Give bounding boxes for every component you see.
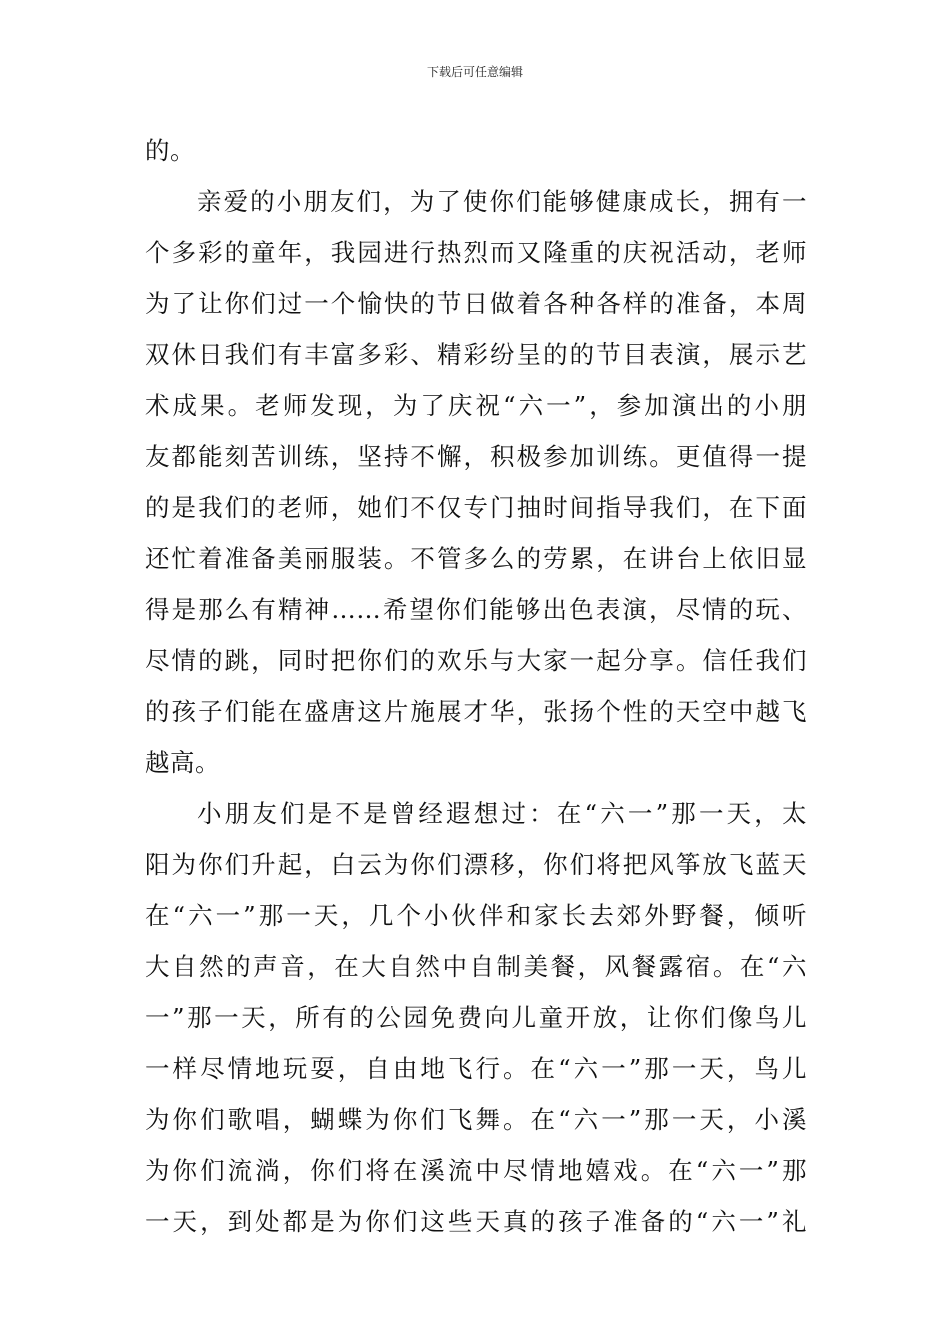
text-line: 尽情的跳，同时把你们的欢乐与大家一起分享。信任我们 [145, 646, 807, 675]
text-line: 一”那一天，所有的公园免费向儿童开放，让你们像鸟儿 [145, 1003, 807, 1032]
text-line: 友都能刻苦训练，坚持不懈，积极参加训练。更值得一提 [145, 442, 807, 471]
text-line: 双休日我们有丰富多彩、精彩纷呈的的节目表演，展示艺 [145, 340, 807, 369]
text-line: 的是我们的老师，她们不仅专门抽时间指导我们，在下面 [145, 493, 807, 522]
text-line: 为了让你们过一个愉快的节日做着各种各样的准备，本周 [145, 289, 807, 318]
text-line: 大自然的声音，在大自然中自制美餐，风餐露宿。在“六 [145, 952, 807, 981]
text-line: 一天，到处都是为你们这些天真的孩子准备的“六一”礼 [145, 1207, 807, 1236]
text-line: 阳为你们升起，白云为你们漂移，你们将把风筝放飞蓝天 [145, 850, 807, 879]
text-line: 一样尽情地玩耍，自由地飞行。在“六一”那一天，鸟儿 [145, 1054, 807, 1083]
text-line: 得是那么有精神……希望你们能够出色表演，尽情的玩、 [145, 595, 807, 624]
text-line: 个多彩的童年，我园进行热烈而又隆重的庆祝活动，老师 [145, 238, 807, 267]
text-line: 术成果。老师发现，为了庆祝“六一”，参加演出的小朋 [145, 391, 807, 420]
text-line: 的。 [145, 136, 195, 165]
text-line: 为你们流淌，你们将在溪流中尽情地嬉戏。在“六一”那 [145, 1156, 807, 1185]
text-line: 在“六一”那一天，几个小伙伴和家长去郊外野餐，倾听 [145, 901, 807, 930]
text-line: 越高。 [145, 748, 220, 777]
page-header-note: 下载后可任意编辑 [426, 65, 523, 79]
text-line: 还忙着准备美丽服装。不管多么的劳累，在讲台上依旧显 [145, 544, 807, 573]
document-body [145, 125, 807, 1247]
text-line: 的孩子们能在盛唐这片施展才华，张扬个性的天空中越飞 [145, 697, 807, 726]
text-line: 小朋友们是不是曾经遐想过：在“六一”那一天，太 [197, 799, 807, 828]
text-line: 亲爱的小朋友们，为了使你们能够健康成长，拥有一 [197, 187, 807, 216]
text-line: 为你们歌唱，蝴蝶为你们飞舞。在“六一”那一天，小溪 [145, 1105, 807, 1134]
